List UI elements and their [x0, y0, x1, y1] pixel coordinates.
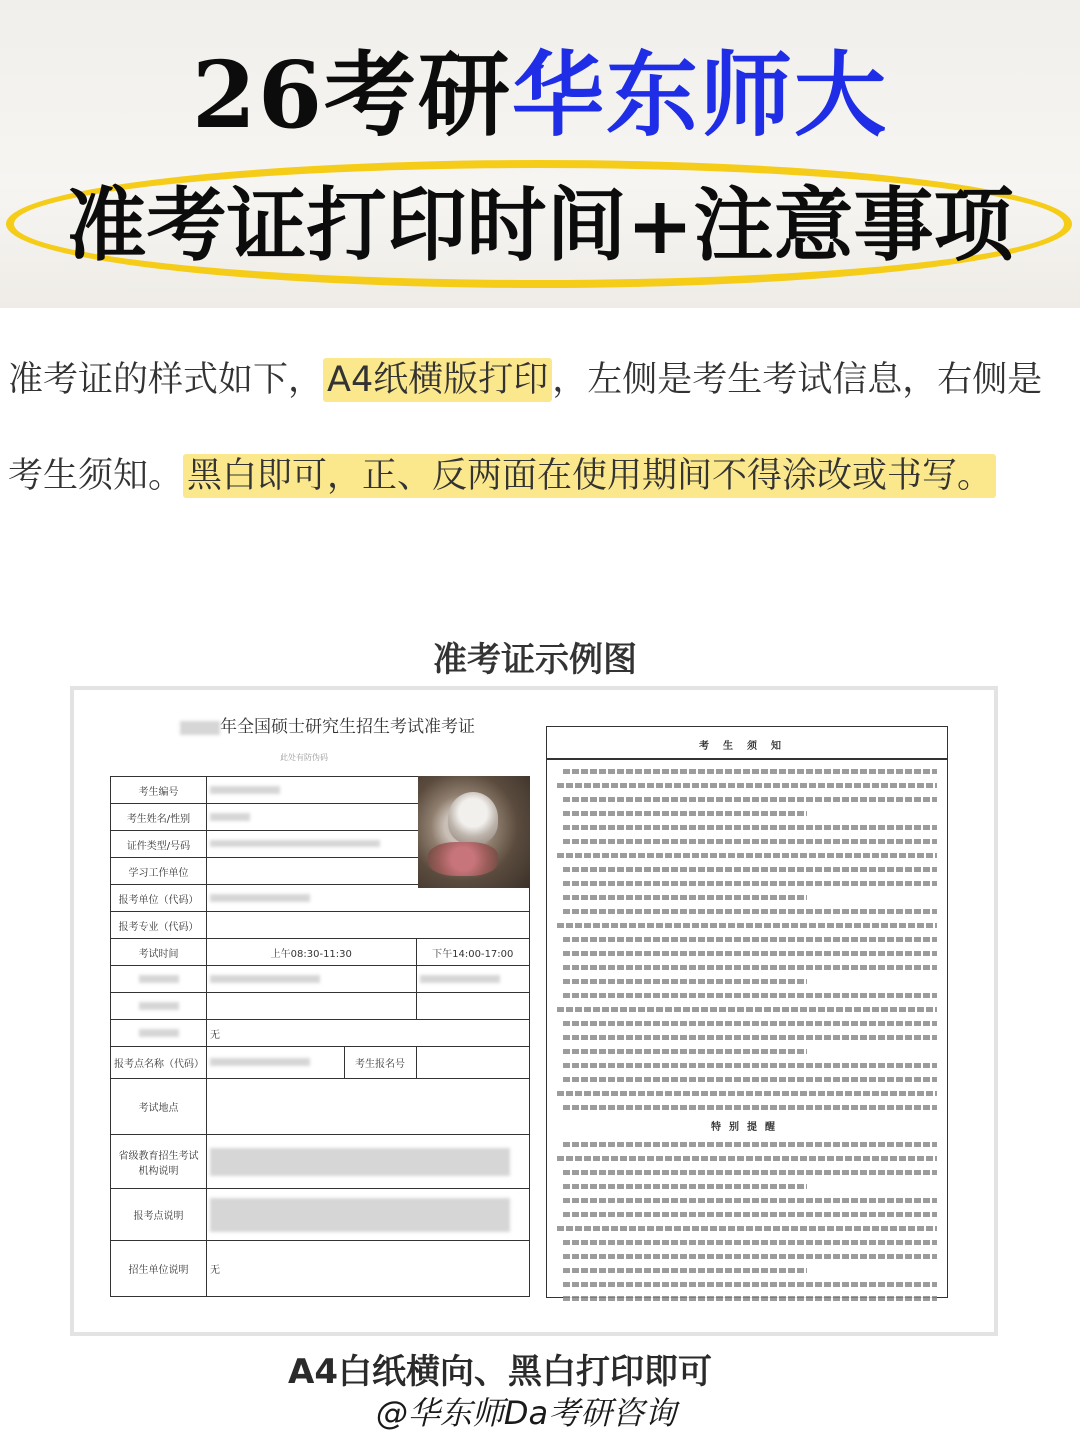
notice-text-line [563, 867, 937, 872]
table-label: 报考点名称（代码） [111, 1047, 207, 1079]
notice-text-line [557, 1007, 937, 1012]
unit-note-value: 无 [207, 1241, 530, 1297]
notice-text-line [563, 1198, 937, 1203]
table-label: 考生编号 [111, 777, 207, 804]
notice-text-line [563, 1049, 807, 1054]
ticket-subnote: 此处有防伪码 [280, 753, 328, 762]
notice-text-line [563, 979, 807, 984]
table-label: 考生姓名/性别 [111, 804, 207, 831]
notice-text-line [563, 937, 937, 942]
ticket-title [180, 712, 475, 737]
notice-text-line [557, 1226, 937, 1231]
notice-text-line [563, 769, 937, 774]
ticket-right-page [546, 726, 948, 1298]
blurred-value [210, 786, 280, 794]
blurred-label [139, 1002, 179, 1010]
title-prefix: 26考研 [191, 41, 512, 149]
blurred-value [210, 894, 310, 902]
title-school: 华东师大 [512, 41, 889, 149]
sample-title: 准考证示例图 [433, 640, 637, 680]
blurred-label [139, 975, 179, 983]
intro-text: ，左侧是考生考试信息，右侧是 [552, 360, 1043, 400]
notice-text-line [557, 783, 937, 788]
notice-text-line [563, 1170, 937, 1175]
notice-text-line [563, 1282, 937, 1287]
table-label: 考试时间 [111, 939, 207, 966]
notice-text-line [563, 1063, 937, 1068]
notice-text-line [563, 1254, 937, 1259]
table-label: 报考点说明 [111, 1189, 207, 1241]
blurred-value [210, 975, 320, 983]
table-label: 考试地点 [111, 1079, 207, 1135]
intro-line-2 [8, 448, 1074, 498]
blurred-value [420, 975, 500, 983]
notice-text-line [557, 923, 937, 928]
blurred-value [210, 1058, 310, 1066]
notice-text-line [563, 797, 937, 802]
notice-text-line [563, 1212, 937, 1217]
intro-line-1 [8, 352, 1074, 402]
author-watermark: @华东师Da考研咨询 [375, 1394, 677, 1432]
blurred-value [210, 840, 380, 847]
table-label: 省级教育招生考试机构说明 [111, 1135, 207, 1189]
candidate-photo [418, 776, 530, 888]
notice-heading: 考生须知 [699, 741, 795, 752]
intro-text: 考生须知。 [8, 456, 184, 496]
table-label: 证件类型/号码 [111, 831, 207, 858]
header-banner [0, 0, 1080, 308]
blurred-label [139, 1029, 179, 1037]
blurred-value [210, 813, 250, 821]
notice-text-line [563, 951, 937, 956]
notice-text-line [563, 965, 937, 970]
notice-text-line [563, 881, 937, 886]
notice-text-line [563, 1021, 937, 1026]
notice-text-line [563, 825, 937, 830]
main-title [0, 40, 1080, 150]
notice-text-line [563, 839, 937, 844]
notice-text-line [563, 1077, 937, 1082]
notice-text-line [563, 909, 937, 914]
divider [547, 758, 947, 760]
notice-text-line [563, 1105, 937, 1110]
ticket-left-page [110, 690, 530, 1310]
highlight-a4: A4纸横版打印 [323, 358, 552, 402]
table-label: 报考单位（代码） [111, 885, 207, 912]
blurred-value [210, 1198, 510, 1232]
pm-time: 下午14:00-17:00 [416, 939, 529, 966]
highlight-print-rule: 黑白即可，正、反两面在使用期间不得涂改或书写。 [183, 454, 996, 498]
bottom-caption: A4白纸横向、黑白打印即可 [288, 1352, 712, 1392]
table-label: 招生单位说明 [111, 1241, 207, 1297]
table-label: 学习工作单位 [111, 858, 207, 885]
notice-text-line [563, 1240, 937, 1245]
intro-text: 准考证的样式如下， [8, 360, 324, 400]
table-label: 报考专业（代码） [111, 912, 207, 939]
ticket-title-text: 年全国硕士研究生招生考试准考证 [220, 717, 475, 737]
none-value: 无 [207, 1020, 530, 1047]
special-heading: 特别提醒 [711, 1121, 783, 1133]
notice-text-line [563, 1268, 807, 1273]
cat-figure [448, 792, 498, 844]
notice-text-line [557, 1091, 937, 1096]
admission-ticket-image [70, 686, 998, 1336]
notice-text-line [563, 993, 937, 998]
subtitle: 准考证打印时间+注意事项 [66, 178, 1014, 272]
hand-figure [428, 842, 498, 876]
notice-text-line [557, 1156, 937, 1161]
notice-text-line [563, 895, 807, 900]
notice-text-line [563, 1184, 807, 1189]
am-time: 上午08:30-11:30 [207, 939, 417, 966]
blurred-value [210, 1148, 510, 1176]
notice-text-line [563, 811, 807, 816]
notice-text-line [563, 1296, 937, 1301]
notice-text-line [557, 853, 937, 858]
notice-text-line [563, 1142, 937, 1147]
notice-text-line [563, 1035, 937, 1040]
table-label: 考生报名号 [344, 1047, 416, 1079]
blurred-year [180, 721, 220, 735]
